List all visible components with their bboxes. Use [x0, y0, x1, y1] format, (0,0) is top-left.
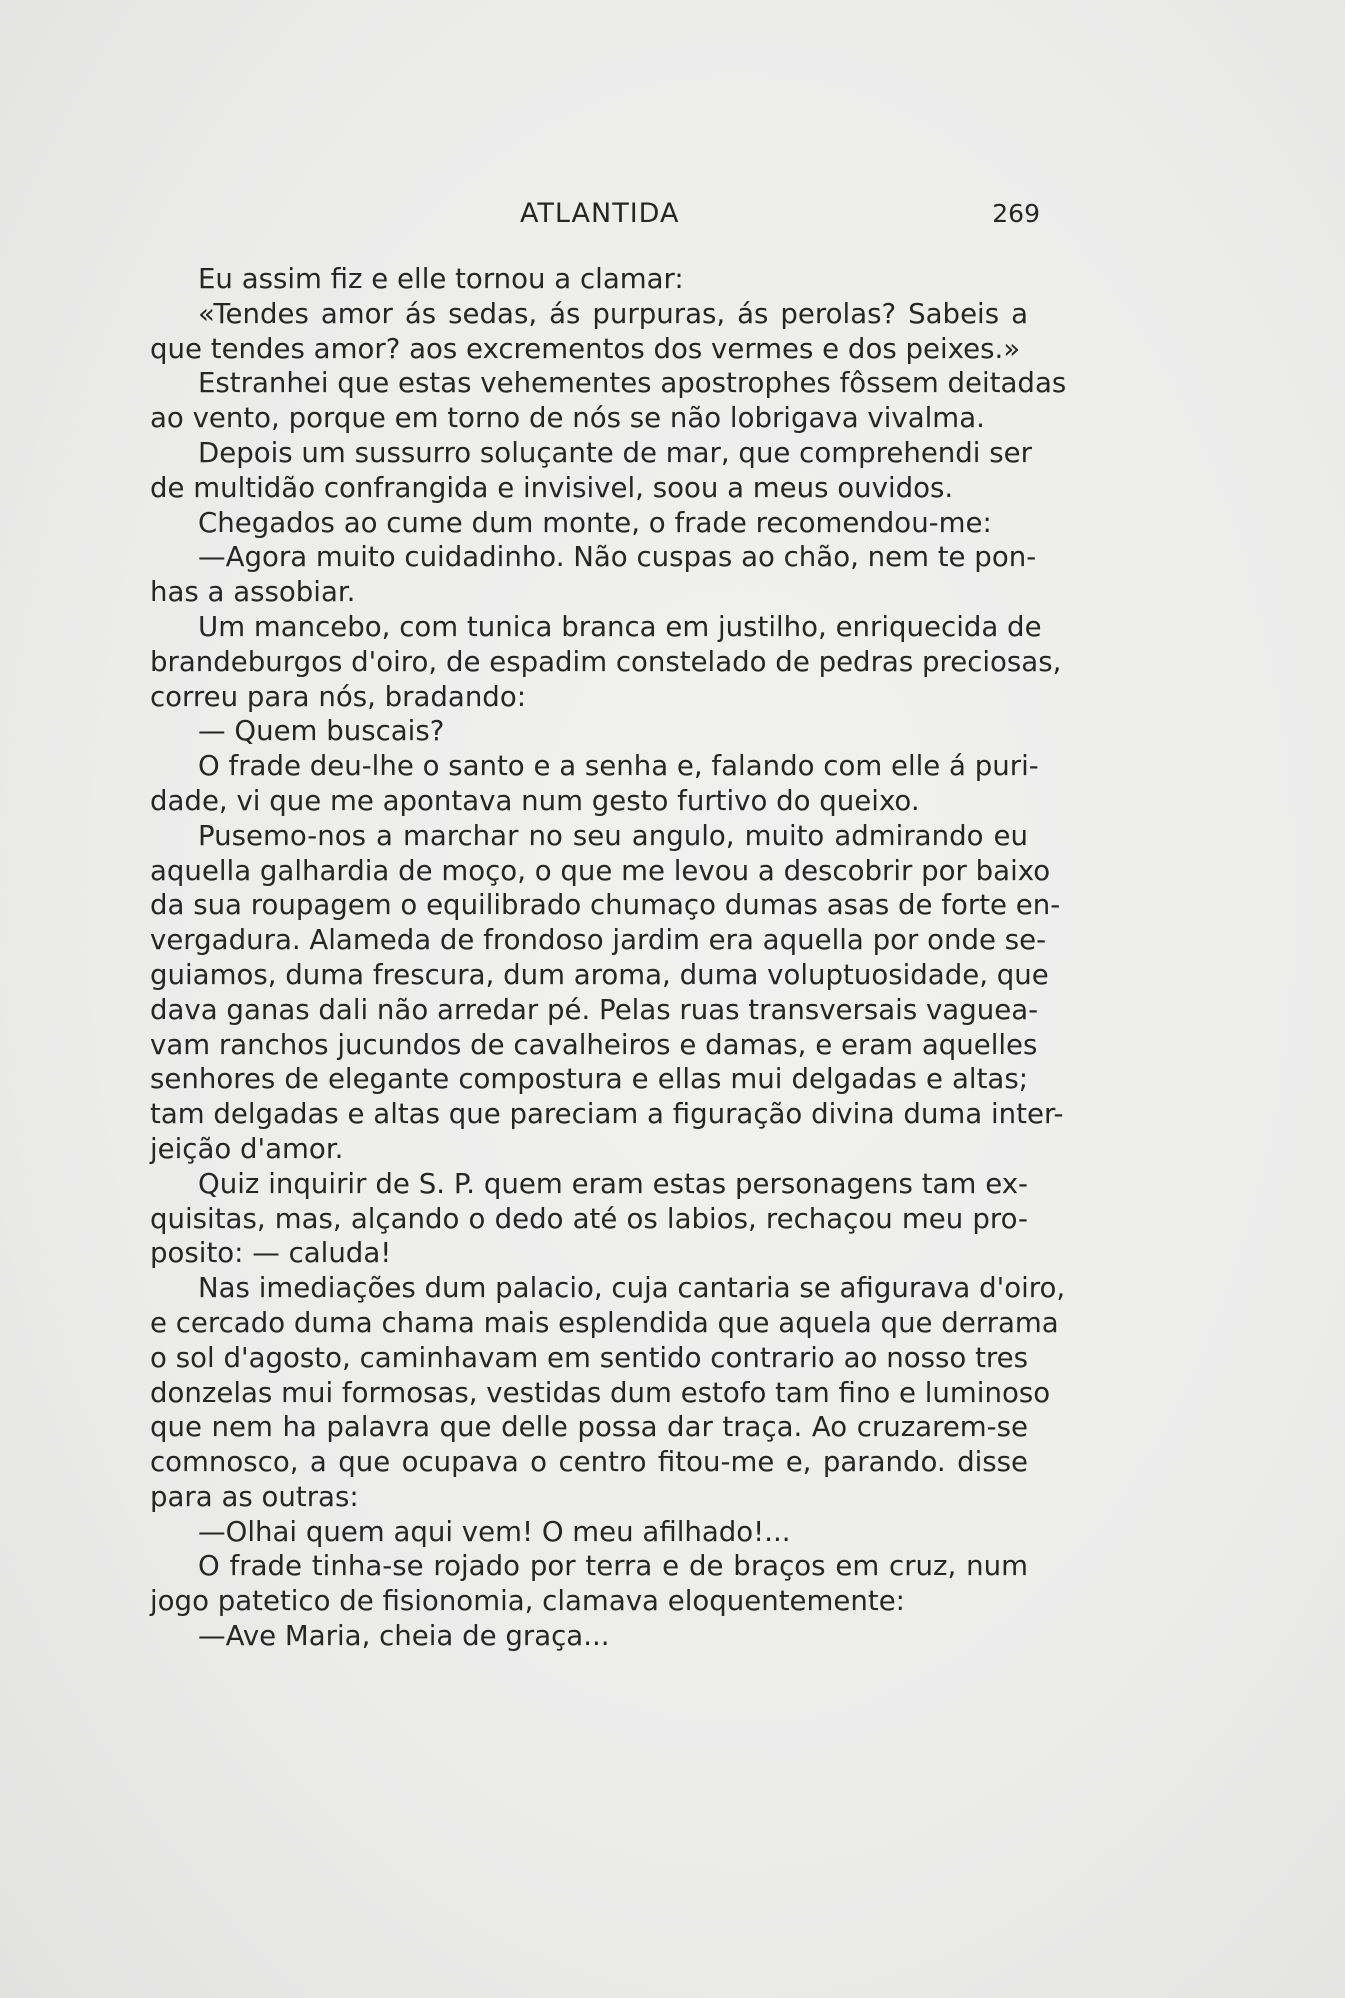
text-line: para as outras: [150, 1479, 359, 1513]
text-line: O frade tinha-se rojado por terra e de braços em cruz, num [198, 1549, 1028, 1583]
text-line: posito: — caluda! [150, 1236, 392, 1270]
text-line: Um mancebo, com tunica branca em justilho, enriquecida de [198, 609, 1042, 643]
text-line: vam ranchos jucundos de cavalheiros e damas, e eram aquelles [150, 1027, 1038, 1061]
text-line: has a assobiar. [150, 575, 356, 609]
text-line: brandeburgos d'oiro, de espadim constelado de pedras preciosas, [150, 644, 1062, 678]
text-line: ao vento, porque em torno de nós se não lobrigava vivalma. [150, 401, 985, 435]
text-line: de multidão confrangida e invisivel, soou a meus ouvidos. [150, 470, 954, 504]
body-text [150, 262, 1067, 1654]
text-line: aquella galhardia de moço, o que me levou a descobrir por baixo [150, 853, 1051, 887]
text-line: senhores de elegante compostura e ellas mui delgadas e altas; [150, 1062, 1028, 1096]
text-line: donzelas mui formosas, vestidas dum estofo tam fino e luminoso [150, 1375, 1051, 1409]
text-line: — Quem buscais? [198, 714, 445, 748]
running-title: ATLANTIDA [520, 198, 680, 229]
text-line: dava ganas dali não arredar pé. Pelas ruas transversais vaguea- [150, 992, 1039, 1026]
text-line: e cercado duma chama mais esplendida que aquela que derrama [150, 1305, 1059, 1339]
text-line: vergadura. Alameda de frondoso jardim era aquella por onde se- [150, 923, 1047, 957]
text-line: correu para nós, bradando: [150, 679, 527, 713]
text-line: tam delgadas e altas que pareciam a figuração divina duma inter- [150, 1097, 1064, 1131]
text-line: Estranhei que estas vehementes apostrophes fôssem deitadas [198, 366, 1067, 400]
text-line: da sua roupagem o equilibrado chumaço dumas asas de forte en- [150, 888, 1061, 922]
text-line: —Agora muito cuidadinho. Não cuspas ao chão, nem te pon- [198, 540, 1037, 574]
text-line: —Olhai quem aqui vem! O meu afilhado!... [198, 1514, 791, 1548]
text-line: Depois um sussurro soluçante de mar, que comprehendi ser [198, 435, 1032, 469]
text-line: Nas imediações dum palacio, cuja cantaria se afigurava d'oiro, [198, 1271, 1066, 1305]
text-line: O frade deu-lhe o santo e a senha e, falando com elle á puri- [198, 749, 1039, 783]
text-line: Chegados ao cume dum monte, o frade recomendou-me: [198, 505, 992, 539]
text-line: Quiz inquirir de S. P. quem eram estas personagens tam ex- [198, 1166, 1028, 1200]
text-line: que nem ha palavra que delle possa dar traça. Ao cruzarem-se [150, 1410, 1028, 1444]
text-line: comnosco, a que ocupava o centro fitou-me e, parando. disse [150, 1445, 1028, 1479]
text-line: jogo patetico de fisionomia, clamava eloquentemente: [150, 1584, 905, 1618]
page-header [150, 190, 1040, 238]
text-line: quisitas, mas, alçando o dedo até os labios, rechaçou meu pro- [150, 1201, 1028, 1235]
text-line: Eu assim fiz e elle tornou a clamar: [198, 262, 684, 295]
text-line: que tendes amor? aos excrementos dos vermes e dos peixes.» [150, 331, 1021, 365]
text-line: o sol d'agosto, caminhavam em sentido contrario ao nosso tres [150, 1340, 1028, 1374]
text-line: —Ave Maria, cheia de graça... [198, 1619, 610, 1653]
text-line: «Tendes amor ás sedas, ás purpuras, ás perolas? Sabeis a [198, 296, 1028, 330]
text-line: dade, vi que me apontava num gesto furtivo do queixo. [150, 783, 920, 817]
text-line: guiamos, duma frescura, dum aroma, duma voluptuosidade, que [150, 957, 1049, 991]
page-number: 269 [992, 199, 1040, 228]
text-line: jeição d'amor. [150, 1131, 344, 1165]
text-line: Pusemo-nos a marchar no seu angulo, muito admirando eu [198, 818, 1028, 852]
